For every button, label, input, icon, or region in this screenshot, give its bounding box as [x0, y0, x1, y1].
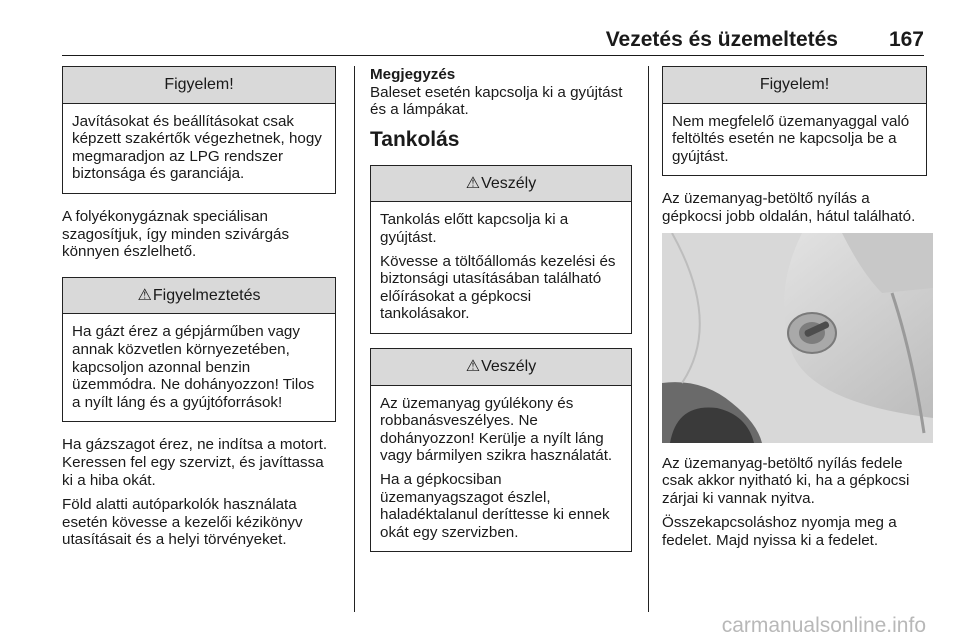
fuel-filler-flap-photo	[662, 233, 933, 443]
danger-box	[370, 348, 632, 552]
column-divider-right	[648, 66, 649, 612]
note-text: Baleset esetén kapcsolja ki a gyújtást és a lámpákat.	[370, 83, 623, 119]
danger-box-text: Tankolás előtt kapcsolja ki a gyújtást.	[380, 211, 569, 246]
notice-box-title: Figyelem!	[63, 67, 335, 104]
warning-triangle-icon: ⚠	[465, 357, 481, 375]
chapter-title: Vezetés és üzemeltetés	[605, 28, 838, 51]
notice-box	[662, 66, 927, 176]
paragraph: A folyékonygáznak speciálisan szagosítjuk, így minden szivárgás könnyen észlelhető.	[62, 207, 290, 261]
warning-box-text: Ha gázt érez a gépjárműben vagy annak közvetlen környezetében, kapcsoljon azonnal benzin üzemmódra. Ne dohányozzon! Tilos a nyílt láng és a gyújtóforrások!	[72, 323, 315, 411]
danger-box-text: Kövesse a töltőállomás kezelési és biztonsági utasításában található előírásokat a gépkocsi tankolásakor.	[380, 252, 616, 323]
page-header	[0, 0, 960, 58]
warning-triangle-icon: ⚠	[465, 174, 481, 192]
notice-box-title: Figyelem!	[663, 67, 926, 104]
paragraph: Ha gázszagot érez, ne indítsa a motort. Keressen fel egy szervizt, és javíttassa ki a hiba okát.	[62, 436, 328, 489]
danger-box	[370, 165, 632, 334]
warning-box	[62, 277, 336, 423]
watermark: carmanualsonline.info	[721, 614, 926, 637]
paragraph: Föld alatti autóparkolók használata esetén kövesse a kezelői kézikönyv utasításait és a helyi törvényeket.	[62, 496, 303, 549]
column-3	[662, 66, 927, 557]
section-title: Tankolás	[370, 127, 460, 151]
danger-box-text: Az üzemanyag gyúlékony és robbanásveszélyes. Ne dohányozzon! Kerülje a nyílt láng vagy bármilyen szikra használatát.	[380, 394, 613, 465]
notice-box-text: Javításokat és beállításokat csak képzett szakértők végezhetnek, hogy megmaradjon az LPG rendszer biztonsága és garanciája.	[72, 112, 322, 183]
danger-box-title: Veszély	[481, 357, 537, 375]
warning-triangle-icon: ⚠	[137, 286, 152, 304]
danger-box-title: Veszély	[481, 174, 537, 192]
column-1	[62, 66, 336, 556]
paragraph: Összekapcsoláshoz nyomja meg a fedelet. Majd nyissa ki a fedelet.	[662, 514, 897, 549]
warning-box-title: Figyelmeztetés	[152, 286, 261, 304]
page-number: 167	[888, 28, 924, 51]
notice-box	[62, 66, 336, 194]
header-rule	[62, 55, 924, 56]
danger-box-text: Ha a gépkocsiban üzemanyagszagot észlel, haladéktalanul deríttesse ki ennek okát egy szervizben.	[380, 470, 610, 541]
note-title: Megjegyzés	[370, 66, 456, 83]
paragraph: Az üzemanyag-betöltő nyílás a gépkocsi jobb oldalán, hátul található.	[662, 190, 916, 225]
notice-box-text: Nem megfelelő üzemanyaggal való feltöltés esetén ne kapcsolja be a gyújtást.	[672, 112, 910, 165]
column-2	[370, 66, 632, 566]
paragraph: Az üzemanyag-betöltő nyílás fedele csak akkor nyitható ki, ha a gépkocsi zárjai ki vannak nyitva.	[662, 454, 910, 507]
column-divider-left	[354, 66, 355, 612]
